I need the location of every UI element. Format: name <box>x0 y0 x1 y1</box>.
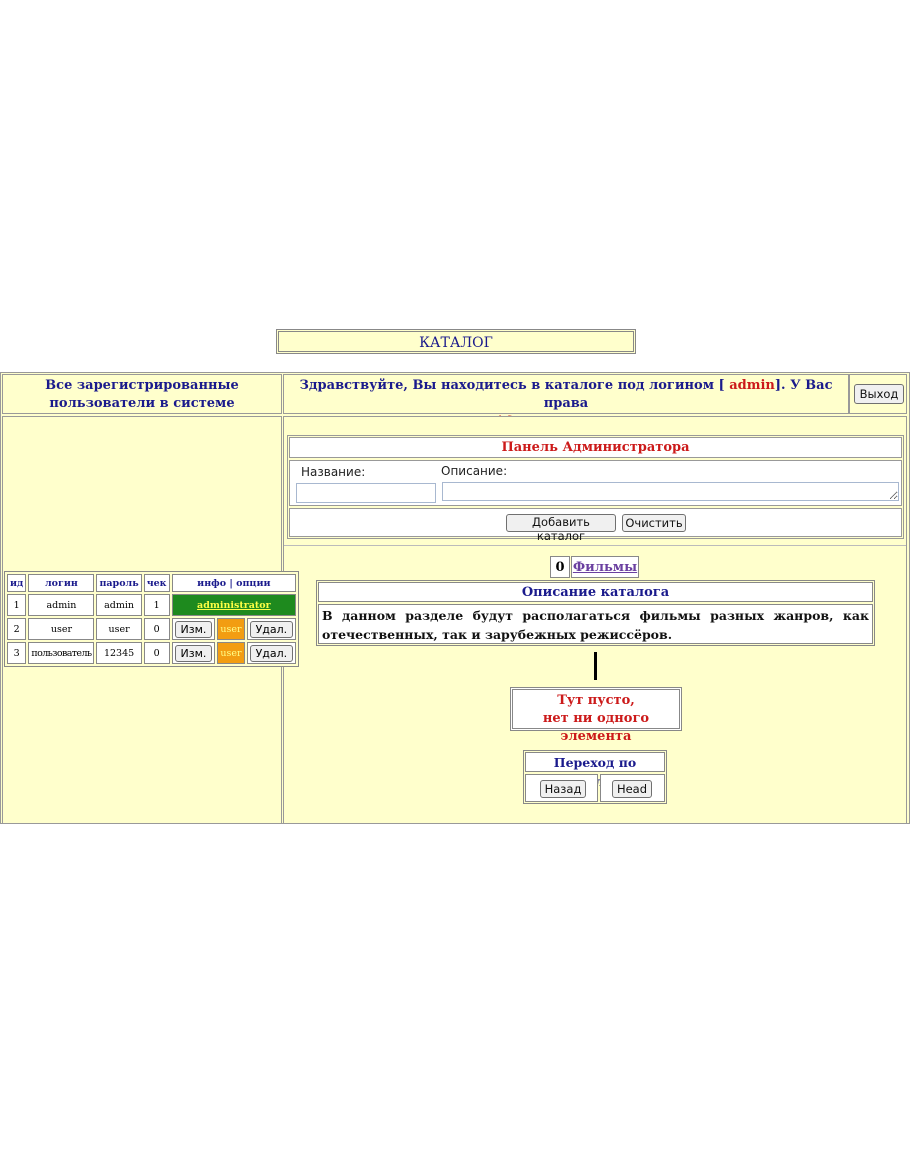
col-password: пароль <box>96 574 141 592</box>
delete-cell <box>247 618 297 640</box>
add-catalog-form <box>289 460 902 506</box>
empty-message-line2: нет ни одного элемента <box>542 711 650 744</box>
user-check: 1 <box>144 594 170 616</box>
add-catalog-button[interactable]: Добавить каталог <box>506 514 616 532</box>
col-check: чек <box>144 574 170 592</box>
user-login: user <box>28 618 94 640</box>
navigation-title: Переход по <box>525 752 665 772</box>
welcome-text-2: ]. У Вас права <box>543 378 833 411</box>
edit-cell <box>172 642 216 664</box>
users-table-header <box>7 574 296 592</box>
description-input[interactable] <box>442 482 899 501</box>
user-id: 3 <box>7 642 26 664</box>
user-password: user <box>96 618 141 640</box>
clear-button[interactable]: Очистить <box>622 514 686 532</box>
users-table <box>4 571 299 667</box>
edit-user-button[interactable]: Изм. <box>175 645 213 662</box>
welcome-text-1: Здравствуйте, Вы находитесь в каталоге под логином [ <box>299 378 730 393</box>
user-login: admin <box>28 594 94 616</box>
nav-back-cell <box>525 774 598 802</box>
name-input[interactable] <box>296 483 436 503</box>
delete-user-button[interactable]: Удал. <box>250 645 294 662</box>
delete-cell <box>247 642 297 664</box>
edit-cell <box>172 618 216 640</box>
catalog-description-text: В данном разделе будут располагаться фильмы разных жанров, как отечественных, так и зарубежных режиссёров. <box>318 604 873 644</box>
exit-cell <box>849 374 907 414</box>
empty-message <box>510 687 682 744</box>
delete-user-button[interactable]: Удал. <box>250 621 294 638</box>
divider <box>284 545 906 546</box>
catalog-link[interactable]: Фильмы <box>571 556 639 578</box>
user-id: 2 <box>7 618 26 640</box>
catalog-description-title: Описание каталога <box>318 582 873 602</box>
users-header-line1: Все зарегистрированные <box>45 378 239 393</box>
name-label: Название: <box>301 465 366 479</box>
page-title-text: КАТАЛОГ <box>419 335 493 351</box>
user-password: admin <box>96 594 141 616</box>
col-info: инфо | опции <box>172 574 297 592</box>
user-password: 12345 <box>96 642 141 664</box>
admin-panel-title: Панель Администратора <box>289 437 902 458</box>
admin-panel-buttons <box>289 508 902 543</box>
edit-user-button[interactable]: Изм. <box>175 621 213 638</box>
head-button[interactable]: Head <box>612 780 652 798</box>
users-header <box>2 374 282 414</box>
user-info: user <box>217 642 244 664</box>
user-login: пользователь <box>28 642 94 664</box>
table-row <box>7 642 296 664</box>
description-label: Описание: <box>441 464 508 478</box>
col-login: логин <box>28 574 94 592</box>
welcome-message <box>283 374 849 414</box>
admin-info-link[interactable]: administrator <box>172 594 297 616</box>
current-login: admin <box>729 378 775 393</box>
connector-line <box>594 652 597 680</box>
back-button[interactable]: Назад <box>540 780 586 798</box>
page-title <box>276 329 636 354</box>
user-id: 1 <box>7 594 26 616</box>
col-id: ид <box>7 574 26 592</box>
user-info: user <box>217 618 244 640</box>
user-check: 0 <box>144 642 170 664</box>
user-check: 0 <box>144 618 170 640</box>
catalog-count: 0 <box>550 556 570 578</box>
empty-message-line1: Тут пусто, <box>557 693 635 708</box>
users-header-line2: пользователи в системе <box>49 396 235 411</box>
nav-head-cell <box>600 774 665 802</box>
table-row <box>7 618 296 640</box>
table-row <box>7 594 296 616</box>
exit-button[interactable]: Выход <box>854 384 904 404</box>
